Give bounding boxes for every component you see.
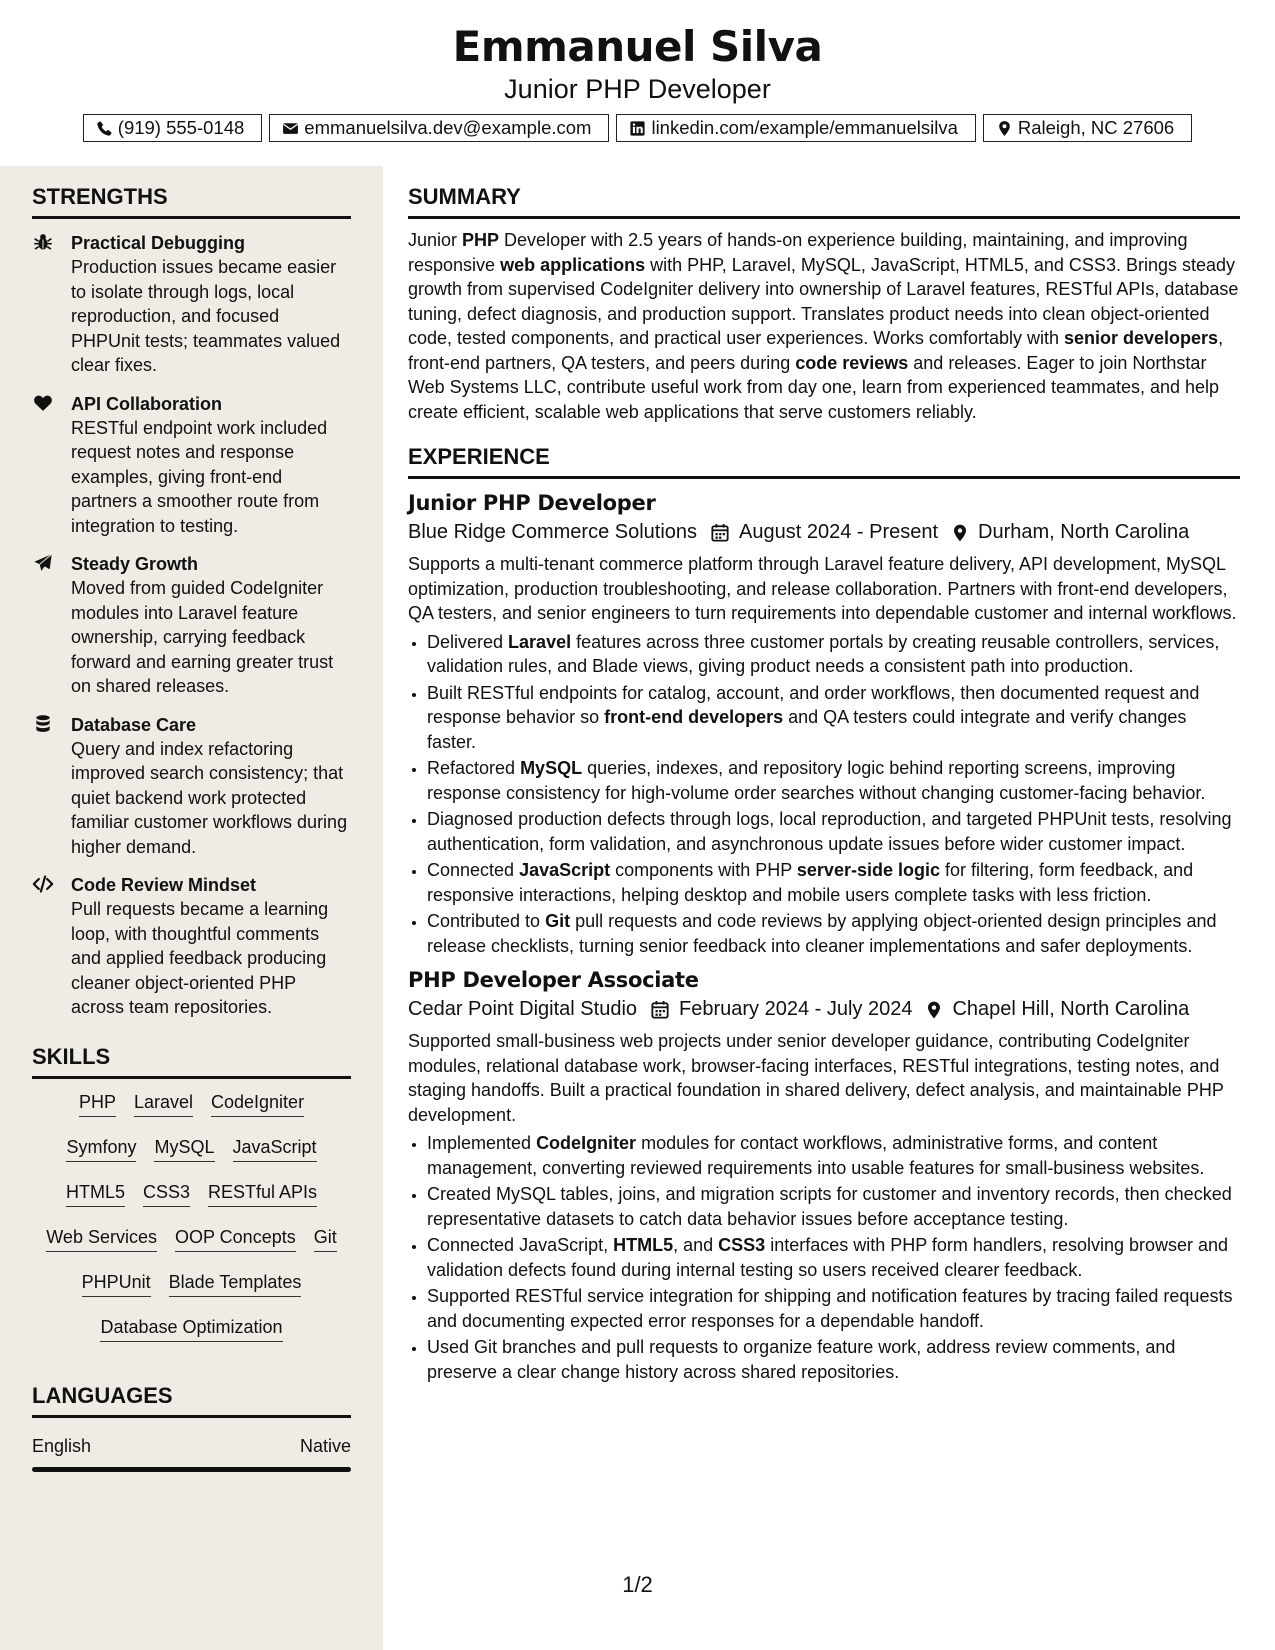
map-pin-icon bbox=[952, 523, 968, 543]
strength-item bbox=[32, 873, 351, 1020]
candidate-name: Emmanuel Silva bbox=[452, 22, 823, 71]
skill-tag: Git bbox=[314, 1226, 337, 1252]
strength-description: Production issues became easier to isolate through logs, local reproduction, and focused PHPUnit tests; teammates valued clear fixes. bbox=[71, 257, 341, 375]
main-content bbox=[408, 166, 1240, 1386]
skill-row bbox=[32, 1316, 351, 1361]
skill-tag: CodeIgniter bbox=[211, 1091, 304, 1117]
skill-row bbox=[32, 1091, 351, 1136]
skill-tag: Laravel bbox=[134, 1091, 193, 1117]
job-bullet: • Diagnosed production defects through logs, local reproduction, and targeted PHPUnit tests, resolving authentication, form validation, and asynchronous update issues before wider customer impact. bbox=[427, 807, 1240, 856]
job-bullet: • Built RESTful endpoints for catalog, account, and order workflows, then documented request and response behavior so front-end developers and QA testers could integrate and verify changes faster. bbox=[427, 681, 1240, 755]
skill-tag: PHPUnit bbox=[82, 1271, 151, 1297]
strength-description: Moved from guided CodeIgniter modules into Laravel feature ownership, carrying feedback forward and earning greater trust on shared releases. bbox=[71, 578, 334, 696]
skill-tag: Symfony bbox=[66, 1136, 136, 1162]
sidebar bbox=[0, 166, 383, 1650]
skills-list bbox=[32, 1091, 351, 1361]
paper-plane-icon bbox=[32, 553, 54, 573]
skill-row bbox=[32, 1271, 351, 1316]
contact-phone-text: (919) 555-0148 bbox=[117, 117, 245, 138]
experience-heading: EXPERIENCE bbox=[408, 444, 1240, 479]
skill-tag: PHP bbox=[79, 1091, 116, 1117]
skill-tag: Blade Templates bbox=[169, 1271, 302, 1297]
job-bullet: • Implemented CodeIgniter modules for contact workflows, administrative forms, and content management, converting reviewed requirements into usable features for small-business websites. bbox=[427, 1131, 1240, 1180]
map-pin-icon bbox=[926, 1000, 942, 1020]
job-dates: February 2024 - July 2024 bbox=[679, 998, 913, 1020]
job-bullet: • Refactored MySQL queries, indexes, and repository logic behind reporting screens, improving response consistency for high-volume order searches without changing customer-facing behavior. bbox=[427, 756, 1240, 805]
strength-item bbox=[32, 392, 351, 539]
contact-location-text: Raleigh, NC 27606 bbox=[1017, 117, 1175, 138]
map-pin-icon bbox=[996, 120, 1013, 137]
job-location: Durham, North Carolina bbox=[978, 521, 1190, 543]
contact-phone[interactable] bbox=[83, 114, 263, 142]
skills-heading: SKILLS bbox=[32, 1044, 351, 1079]
job-bullets bbox=[408, 1131, 1240, 1384]
job-bullet: • Used Git branches and pull requests to organize feature work, address review comments, and preserve a clear change history across shared repositories. bbox=[427, 1335, 1240, 1384]
strength-item bbox=[32, 231, 351, 378]
job-title: PHP Developer Associate bbox=[408, 968, 699, 992]
summary-text: Junior PHP Developer with 2.5 years of hands-on experience building, maintaining, and improving responsive web applications with PHP, Laravel, MySQL, JavaScript, HTML5, and CSS3. Brings steady growth from supervised CodeIgniter delivery into ownership of Laravel features, RESTful APIs, database tuning, defect diagnosis, and production support. Translates product needs into clean object-oriented code, tested components, and practical user experiences. Works comfortably with senior developers, front-end partners, QA testers, and peers during code reviews and releases. Eager to join Northstar Web Systems LLC, contribute useful work from day one, learn from experienced teammates, and help create efficient, scalable web applications that serve customers reliably. bbox=[408, 230, 1239, 422]
job-bullet: • Created MySQL tables, joins, and migration scripts for customer and inventory records, then checked representative datasets to catch data behavior issues before acceptance testing. bbox=[427, 1182, 1240, 1231]
candidate-title: Junior PHP Developer bbox=[504, 74, 771, 104]
contact-bar bbox=[0, 114, 1275, 142]
strength-description: Pull requests became a learning loop, with thoughtful comments and applied feedback producing cleaner object-oriented PHP across team repositories. bbox=[71, 899, 329, 1017]
job-bullet: • Supported RESTful service integration for shipping and notification features by tracing failed requests and documenting expected error responses for a dependable handoff. bbox=[427, 1284, 1240, 1333]
page-number: 1/2 bbox=[622, 1572, 653, 1597]
job-entry bbox=[408, 968, 1240, 1384]
language-item bbox=[32, 1436, 351, 1457]
contact-email[interactable] bbox=[269, 114, 609, 142]
database-icon bbox=[32, 714, 54, 734]
strength-title: Practical Debugging bbox=[71, 233, 246, 253]
strength-title: Database Care bbox=[71, 714, 197, 735]
skill-row bbox=[32, 1226, 351, 1271]
code-icon bbox=[32, 874, 54, 894]
job-location: Chapel Hill, North Carolina bbox=[952, 998, 1190, 1020]
skill-row bbox=[32, 1136, 351, 1181]
job-title: Junior PHP Developer bbox=[408, 491, 656, 515]
strength-title: API Collaboration bbox=[71, 393, 223, 414]
heart-icon bbox=[32, 393, 54, 413]
bug-icon bbox=[32, 232, 54, 252]
language-level: Native bbox=[299, 1435, 351, 1456]
language-proficiency-bar bbox=[32, 1467, 351, 1472]
skill-tag: RESTful APIs bbox=[208, 1181, 317, 1207]
language-name: English bbox=[32, 1435, 92, 1456]
skill-tag: OOP Concepts bbox=[175, 1226, 296, 1252]
job-bullet: • Connected JavaScript components with PHP server-side logic for filtering, form feedback, and responsive interactions, helping desktop and mobile users complete tasks with less friction. bbox=[427, 858, 1240, 907]
job-company: Blue Ridge Commerce Solutions bbox=[408, 521, 698, 543]
skill-tag: HTML5 bbox=[66, 1181, 125, 1207]
strength-item bbox=[32, 713, 351, 860]
contact-email-text: emmanuelsilva.dev@example.com bbox=[304, 117, 592, 138]
job-meta bbox=[408, 521, 1240, 544]
resume-header bbox=[0, 0, 1275, 166]
skill-row bbox=[32, 1181, 351, 1226]
skill-tag: MySQL bbox=[154, 1136, 214, 1162]
languages-heading: LANGUAGES bbox=[32, 1383, 351, 1418]
summary-heading: SUMMARY bbox=[408, 184, 1240, 219]
skill-tag: CSS3 bbox=[143, 1181, 190, 1207]
strength-item bbox=[32, 552, 351, 699]
job-dates: August 2024 - Present bbox=[739, 521, 939, 543]
job-bullets bbox=[408, 630, 1240, 959]
calendar-icon bbox=[711, 523, 729, 543]
contact-location bbox=[983, 114, 1192, 142]
contact-linkedin-text: linkedin.com/example/emmanuelsilva bbox=[651, 117, 958, 138]
phone-icon bbox=[96, 120, 113, 137]
skill-tag: JavaScript bbox=[233, 1136, 317, 1162]
strengths-heading: STRENGTHS bbox=[32, 184, 351, 219]
skill-tag: Database Optimization bbox=[100, 1316, 282, 1342]
job-description: Supported small-business web projects under senior developer guidance, contributing CodeIgniter modules, relational database work, browser-facing interfaces, RESTful integrations, testing notes, and staging handoffs. Built a practical foundation in shared delivery, defect analysis, and maintainable PHP development. bbox=[408, 1031, 1224, 1125]
strength-title: Steady Growth bbox=[71, 554, 199, 574]
job-entry bbox=[408, 491, 1240, 958]
job-bullet: • Contributed to Git pull requests and code reviews by applying object-oriented design principles and release checklists, turning senior feedback into cleaner implementations and safer deployments. bbox=[427, 909, 1240, 958]
job-meta bbox=[408, 998, 1240, 1021]
linkedin-icon bbox=[629, 120, 646, 137]
job-bullet: • Delivered Laravel features across three customer portals by creating reusable controllers, services, validation rules, and Blade views, giving product needs a consistent path into production. bbox=[427, 630, 1240, 679]
contact-linkedin[interactable] bbox=[616, 114, 975, 142]
strength-description: RESTful endpoint work included request notes and response examples, giving front-end partners a smoother route from integration to testing. bbox=[71, 417, 328, 536]
job-bullet: • Connected JavaScript, HTML5, and CSS3 interfaces with PHP form handlers, resolving browser and validation defects found during internal testing so users received clearer feedback. bbox=[427, 1233, 1240, 1282]
skill-tag: Web Services bbox=[46, 1226, 157, 1252]
job-company: Cedar Point Digital Studio bbox=[408, 998, 638, 1020]
strength-description: Query and index refactoring improved search consistency; that quiet backend work protected familiar customer workflows during higher demand. bbox=[71, 738, 348, 857]
envelope-icon bbox=[282, 120, 299, 137]
calendar-icon bbox=[651, 1000, 669, 1020]
job-description: Supports a multi-tenant commerce platform through Laravel feature delivery, API development, MySQL optimization, production troubleshooting, and release collaboration. Partners with front-end developers, QA testers, and senior engineers to turn requirements into dependable customer and internal workflows. bbox=[408, 554, 1237, 623]
strength-title: Code Review Mindset bbox=[71, 875, 257, 895]
